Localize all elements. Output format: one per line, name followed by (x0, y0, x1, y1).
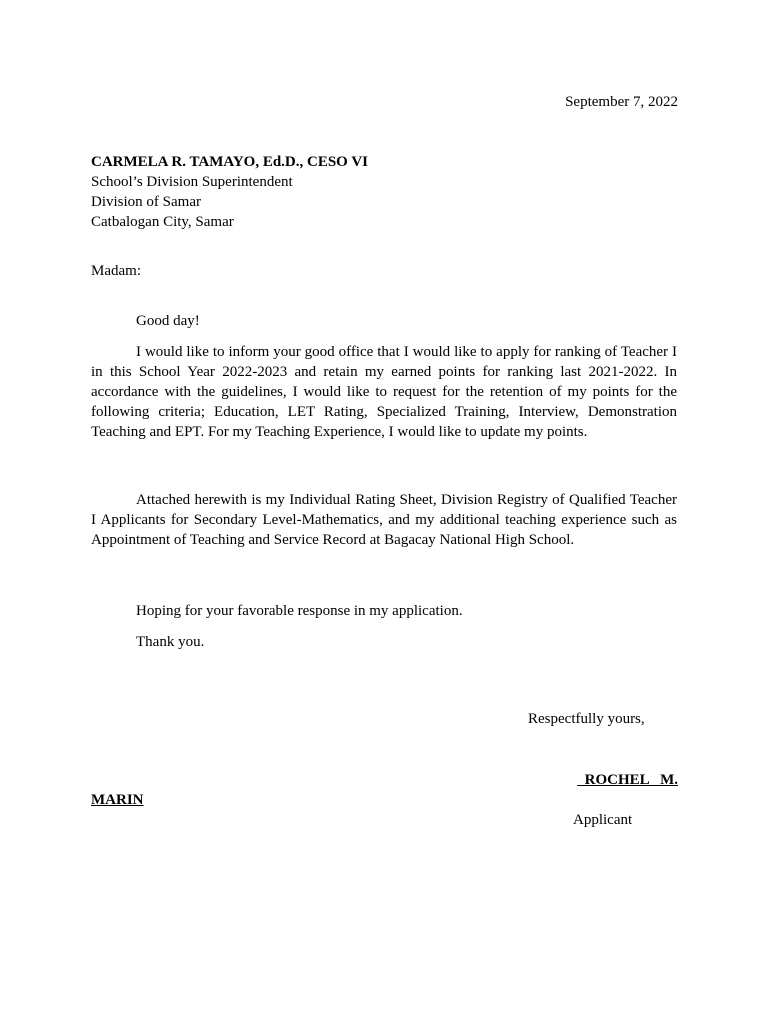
closing-line-hoping: Hoping for your favorable response in my application. (136, 603, 463, 619)
recipient-block (91, 152, 691, 232)
letter-date: September 7, 2022 (565, 94, 678, 110)
recipient-address: Catbalogan City, Samar (91, 214, 234, 230)
signer-name-line1: ROCHEL M. (577, 772, 678, 788)
salutation: Madam: (91, 263, 141, 279)
greeting: Good day! (136, 313, 200, 329)
closing-line-thanks: Thank you. (136, 634, 205, 650)
valediction: Respectfully yours, (528, 711, 645, 727)
body-paragraph-request: I would like to inform your good office that I would like to apply for ranking of Teacher I in this School Year 2022-2023 and retain my earned points for ranking last 2021-2022. In accordance with the guidelines, I would like to request for the retention of my points for the following criteria; Education, LET Rating, Specialized Training, Interview, Demonstration Teaching and EPT. For my Teaching Experience, I would like to update my points. (91, 344, 677, 440)
recipient-title: School’s Division Superintendent (91, 174, 293, 190)
signer-name-line2: MARIN (91, 792, 144, 808)
body-paragraph-attachments: Attached herewith is my Individual Rating Sheet, Division Registry of Qualified Teacher I Applicants for Secondary Level-Mathematics, and my additional teaching experience such as Appointment of Teaching and Service Record at Bagacay National High School. (91, 492, 677, 548)
recipient-division: Division of Samar (91, 194, 201, 210)
signer-role: Applicant (573, 812, 633, 828)
recipient-name: CARMELA R. TAMAYO, Ed.D., CESO VI (91, 154, 368, 170)
